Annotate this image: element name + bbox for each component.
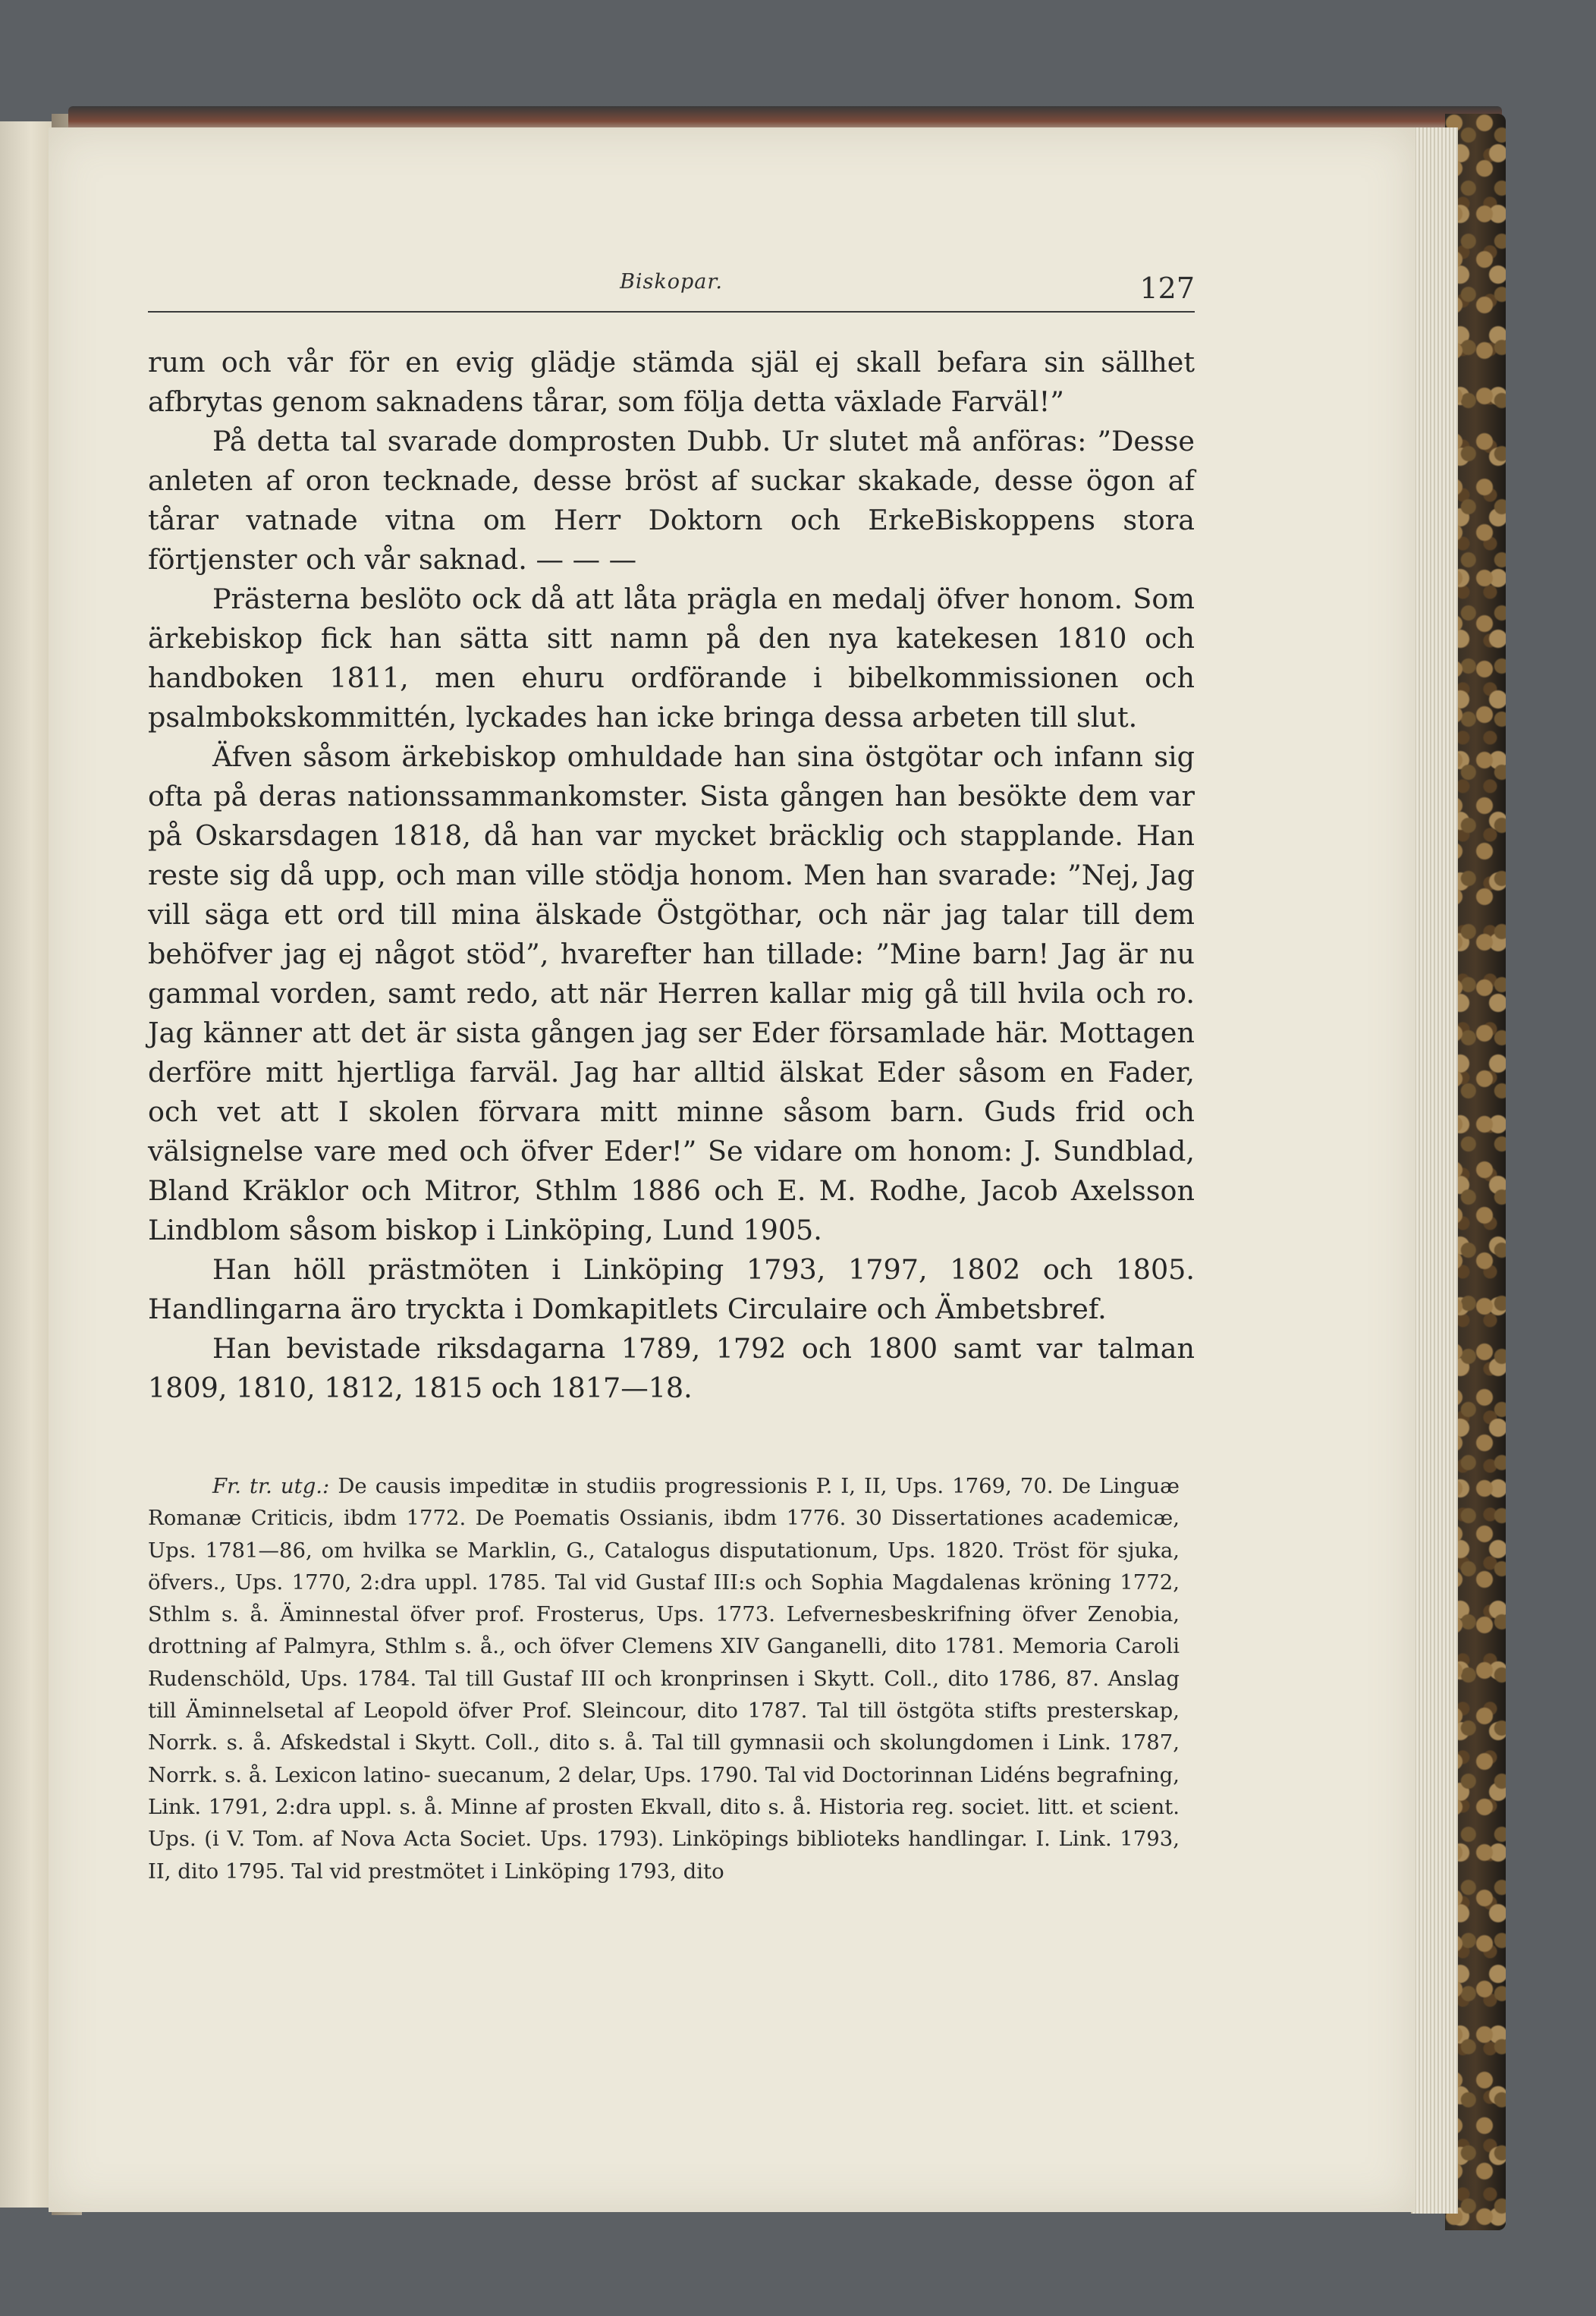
- paragraph-continuation: rum och vår för en evig glädje stämda själ ej skall befara sin sällhet afbrytas genom saknadens tårar, som följa detta växlade Farväl!”: [148, 346, 1195, 418]
- bibliography: [148, 1470, 1180, 1887]
- page-number: 127: [1139, 272, 1195, 305]
- body-text: [148, 343, 1195, 1408]
- bibliography-label: Fr. tr. utg.:: [212, 1474, 330, 1498]
- bibliography-entry: [148, 1470, 1180, 1887]
- page-block-edges: [1411, 127, 1458, 2214]
- running-header: [148, 266, 1195, 313]
- paragraph: På detta tal svarade domprosten Dubb. Ur slutet må anföras: ”Desse anleten af oron tecknade, desse bröst af suckar skakade, desse ögon af tårar vatnade vitna om Herr Doktorn och ErkeBiskoppens stora förtjenster och vår saknad. — — —: [148, 425, 1195, 576]
- paragraph: Han bevistade riksdagarna 1789, 1792 och 1800 samt var talman 1809, 1810, 1812, 1815 och 1817—18.: [148, 1332, 1195, 1404]
- paragraph: Äfven såsom ärkebiskop omhuldade han sina östgötar och infann sig ofta på deras nationssammankomster. Sista gången han besökte dem var på Oskarsdagen 1818, då han var mycket bräcklig och stapplande. Han reste sig då upp, och man ville stödja honom. Men han svarade: ”Nej, Jag vill säga ett ord till mina älskade Östgöthar, och när jag talar till dem behöfver jag ej något stöd”, hvarefter han tillade: ”Mine barn! Jag är nu gammal vorden, samt redo, att när Herren kallar mig gå till hvila och ro. Jag känner att det är sista gången jag ser Eder församlade här. Mottagen derföre mitt hjertliga farväl. Jag har alltid älskat Eder såsom en Fader, och vet att I skolen förvara mitt minne såsom barn. Guds frid och välsignelse vare med och öfver Eder!” Se vidare om honom: J. Sundblad, Bland Kräklor och Mitror, Sthlm 1886 och E. M. Rodhe, Jacob Axelsson Lindblom såsom biskop i Linköping, Lund 1905.: [148, 740, 1195, 1246]
- bibliography-text: De causis impeditæ in studiis progressionis P. I, II, Ups. 1769, 70. De Linguæ Romanæ Criticis, ibdm 1772. De Poematis Ossianis, ibdm 1776. 30 Dissertationes academicæ, Ups. 1781—86, om hvilka se Marklin, G., Catalogus disputationum, Ups. 1820. Tröst för sjuka, öfvers., Ups. 1770, 2:dra uppl. 1785. Tal vid Gustaf III:s och Sophia Magdalenas kröning 1772, Sthlm s. å. Äminnestal öfver prof. Frosterus, Ups. 1773. Lefvernesbeskrifning öfver Zenobia, drottning af Palmyra, Sthlm s. å., och öfver Clemens XIV Ganganelli, dito 1781. Memoria Caroli Rudenschöld, Ups. 1784. Tal till Gustaf III och kronprinsen i Skytt. Coll., dito 1786, 87. Anslag till Äminnelsetal af Leopold öfver Prof. Sleincour, dito 1787. Tal till östgöta stifts presterskap, Norrk. s. å. Afskedstal i Skytt. Coll., dito s. å. Tal till gymnasii och skolungdomen i Link. 1787, Norrk. s. å. Lexicon latino- suecanum, 2 delar, Ups. 1790. Tal vid Doctorinnan Lidéns begrafning, Link. 1791, 2:dra uppl. s. å. Minne af prosten Ekvall, dito s. å. Historia reg. societ. litt. et scient. Ups. (i V. Tom. af Nova Acta Societ. Ups. 1793). Linköpings biblioteks handlingar. I. Link. 1793, II, dito 1795. Tal vid prestmötet i Linköping 1793, dito: [148, 1474, 1180, 1884]
- running-title: Biskopar.: [620, 270, 723, 294]
- paragraph: Han höll prästmöten i Linköping 1793, 1797, 1802 och 1805. Handlingarna äro tryckta i Domkapitlets Circulaire och Ämbetsbref.: [148, 1253, 1195, 1325]
- paragraph: Prästerna beslöto ock då att låta prägla en medalj öfver honom. Som ärkebiskop fick han sätta sitt namn på den nya katekesen 1810 och handboken 1811, men ehuru ordförande i bibelkommissionen och psalmbokskommittén, lyckades han icke bringa dessa arbeten till slut.: [148, 583, 1195, 734]
- left-page-edge: [0, 121, 53, 2208]
